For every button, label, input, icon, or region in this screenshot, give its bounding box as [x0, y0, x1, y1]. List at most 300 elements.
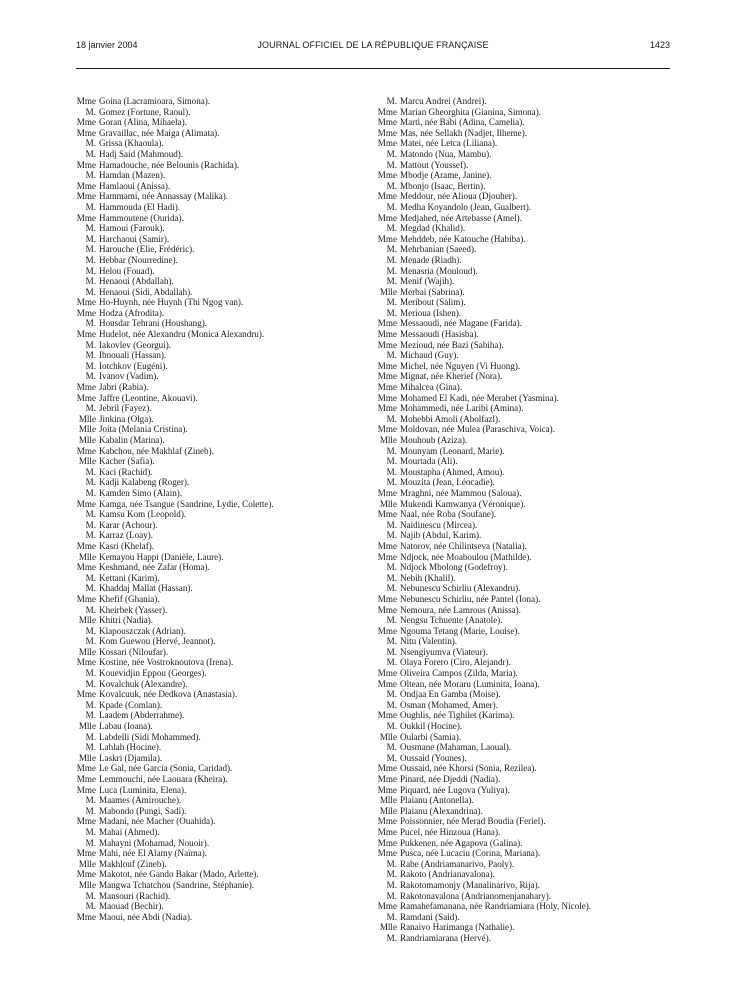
person-name: Medjahed, née Artebasse (Amel).	[400, 212, 522, 223]
civility-title: M.	[386, 456, 397, 467]
name-entry	[375, 605, 675, 616]
person-name: Kabalin (Marina).	[99, 435, 165, 445]
name-entry	[375, 742, 675, 753]
civility-title: Mme	[377, 191, 397, 202]
name-entry	[74, 901, 374, 912]
name-entry	[375, 626, 675, 637]
page-header	[76, 40, 670, 56]
person-name: Mattout (Youssef).	[400, 159, 469, 170]
name-entry	[375, 594, 675, 605]
person-name: Kemayou Happi (Danièle, Laure).	[99, 551, 224, 562]
civility-title: M.	[85, 350, 96, 361]
civility-title: Mme	[377, 212, 397, 223]
name-entry	[74, 869, 374, 880]
name-entry	[375, 499, 675, 510]
civility-title: M.	[386, 636, 397, 647]
civility-title: M.	[386, 148, 397, 159]
name-entry	[74, 149, 374, 160]
civility-title: Mme	[76, 180, 96, 191]
civility-title: M.	[386, 413, 397, 424]
person-name: Nebunescu Schirliu, née Pantel (Iona).	[400, 593, 541, 604]
name-entry	[375, 848, 675, 859]
person-name: Messaoudi, née Magane (Farida).	[400, 318, 522, 329]
person-name: Medha Koyandolo (Jean, Gualbert).	[400, 201, 532, 212]
civility-title: M.	[85, 106, 96, 117]
person-name: Mukendi Kamwanya (Véronique).	[400, 498, 526, 509]
person-name: Menade (Riadh).	[400, 254, 462, 265]
person-name: Natorov, née Chilintseva (Natalia).	[400, 540, 527, 551]
name-entry	[74, 488, 374, 499]
person-name: Joita (Melania Cristina).	[99, 424, 188, 435]
person-name: Ngouma Tetang (Marie, Louise).	[400, 625, 520, 636]
civility-title: M.	[85, 360, 96, 371]
name-entry	[74, 297, 374, 308]
person-name: Jinkina (Olga).	[99, 413, 154, 424]
name-entry	[375, 244, 675, 255]
name-entry	[375, 138, 675, 149]
person-name: Marti, née Babi (Adina, Camelia).	[400, 117, 525, 128]
civility-title: Mme	[377, 339, 397, 350]
civility-title: Mlle	[78, 858, 96, 869]
person-name: Oularbi (Samia).	[400, 731, 462, 742]
civility-title: M.	[85, 265, 96, 276]
name-entry	[375, 318, 675, 329]
civility-title: Mme	[377, 826, 397, 837]
person-name: Pusca, née Lucaciu (Corina, Mariana).	[400, 848, 541, 859]
name-entry	[74, 795, 374, 806]
name-entry	[375, 763, 675, 774]
name-entry	[375, 700, 675, 711]
person-name: Maoui, née Abdi (Nadia).	[99, 911, 193, 922]
person-name: Oltean, née Moraru (Luminita, Ioana).	[400, 678, 540, 689]
person-name: Menif (Wajih).	[400, 276, 455, 287]
person-name: Le Gal, née Garcia (Sonia, Caridad).	[99, 763, 233, 774]
name-entry	[74, 223, 374, 234]
name-entry	[74, 96, 374, 107]
civility-title: M.	[85, 826, 96, 837]
name-entry	[375, 647, 675, 658]
civility-title: M.	[85, 625, 96, 636]
name-entry	[74, 848, 374, 859]
person-name: Mehrbanian (Saeed).	[400, 244, 477, 255]
name-entry	[74, 806, 374, 817]
person-name: Henaoui (Abdallah).	[99, 276, 174, 287]
person-name: Lemmouchi, née Laouara (Kheira).	[99, 774, 228, 784]
person-name: Mezioud, née Bazi (Sabiha).	[400, 339, 504, 350]
civility-title: Mlle	[379, 731, 397, 742]
person-name: Plaianu (Antonella).	[400, 795, 474, 806]
civility-title: Mme	[76, 689, 96, 700]
name-entry	[74, 361, 374, 372]
civility-title: M.	[85, 170, 96, 181]
name-entry	[375, 912, 675, 923]
civility-title: Mlle	[78, 721, 96, 732]
person-name: Pinard, née Djeddi (Nadia).	[400, 774, 501, 784]
name-entry	[74, 668, 374, 679]
name-entry	[74, 827, 374, 838]
name-entry	[375, 530, 675, 541]
person-name: Jaffre (Leontine, Akouavi).	[99, 392, 198, 403]
civility-title: Mlle	[78, 646, 96, 657]
name-entry	[375, 456, 675, 467]
person-name: Keshmand, née Zafar (Homa).	[99, 562, 210, 573]
name-entry	[375, 562, 675, 573]
civility-title: M.	[386, 869, 397, 880]
person-name: Mbonjo (Isaac, Bertin).	[400, 180, 486, 191]
name-entry	[74, 499, 374, 510]
civility-title: M.	[386, 646, 397, 657]
name-entry	[375, 308, 675, 319]
name-entry	[375, 446, 675, 457]
civility-title: M.	[386, 96, 397, 106]
civility-title: M.	[386, 244, 397, 255]
civility-title: Mme	[76, 774, 96, 784]
civility-title: Mme	[377, 625, 397, 636]
person-name: Kheirbek (Yasser).	[99, 604, 168, 615]
person-name: Menasria (Mouloud).	[400, 265, 478, 276]
civility-title: M.	[85, 668, 96, 679]
name-entry	[74, 329, 374, 340]
civility-title: M.	[386, 657, 397, 668]
person-name: Kamden Simo (Alain).	[99, 487, 183, 498]
civility-title: M.	[85, 678, 96, 689]
name-entry	[375, 287, 675, 298]
person-name: Oussaid, née Khorsi (Sonia, Rezilea).	[400, 763, 537, 774]
name-entry	[375, 96, 675, 107]
civility-title: Mlle	[78, 551, 96, 562]
person-name: Goina (Lacramioara, Simona).	[99, 96, 211, 106]
person-name: Kom Guewou (Hervé, Jeannot).	[99, 636, 216, 647]
civility-title: M.	[386, 752, 397, 763]
name-entry	[375, 213, 675, 224]
person-name: Maames (Amirouche).	[99, 795, 182, 806]
name-entry	[74, 234, 374, 245]
civility-title: M.	[85, 509, 96, 520]
person-name: Olaya Forero (Ciro, Alejandr).	[400, 657, 511, 668]
person-name: Marian Gheorghita (Gianina, Simona).	[400, 106, 542, 117]
civility-title: Mlle	[78, 456, 96, 467]
name-entry	[74, 530, 374, 541]
civility-title: M.	[85, 318, 96, 329]
name-entry	[375, 657, 675, 668]
person-name: Hebbar (Nourredine).	[99, 254, 178, 265]
name-entry	[74, 880, 374, 891]
civility-title: Mlle	[379, 795, 397, 806]
person-name: Meddour, née Alioua (Djouher).	[400, 191, 518, 202]
person-name: Harouche (Elie, Frédéric).	[99, 244, 195, 255]
civility-title: Mme	[76, 911, 96, 922]
person-name: Goran (Alina, Mihaela).	[99, 117, 187, 128]
name-entry	[375, 371, 675, 382]
person-name: Mahayni (Mohamad, Nouoir).	[99, 837, 210, 848]
person-name: Rabe (Andriamanarivo, Paoly).	[400, 858, 515, 869]
person-name: Laskri (Djamila).	[99, 752, 163, 763]
person-name: Kaci (Rachid).	[99, 466, 153, 477]
civility-title: M.	[85, 276, 96, 287]
name-entry	[74, 435, 374, 446]
civility-title: M.	[85, 466, 96, 477]
civility-title: Mme	[377, 593, 397, 604]
name-entry	[74, 541, 374, 552]
name-entry	[74, 128, 374, 139]
person-name: Mas, née Sellakh (Nadjet, Ilheme).	[400, 127, 528, 138]
name-entry	[74, 308, 374, 319]
person-name: Ranaivo Harimanga (Nathalie).	[400, 922, 515, 933]
name-entry	[74, 583, 374, 594]
name-entry	[74, 700, 374, 711]
civility-title: Mme	[377, 371, 397, 382]
civility-title: Mlle	[78, 615, 96, 626]
person-name: Matondo (Nua, Mambu).	[400, 148, 492, 159]
person-name: Hamoui (Farouk).	[99, 223, 165, 234]
name-entry	[74, 520, 374, 531]
civility-title: M.	[386, 159, 397, 170]
civility-title: Mme	[76, 127, 96, 138]
name-entry	[375, 202, 675, 213]
person-name: Kostine, née Vostroknoutova (Irena).	[99, 657, 234, 668]
civility-title: M.	[386, 223, 397, 234]
person-name: Nebih (Khalil).	[400, 572, 456, 583]
person-name: Mounyam (Leonard, Marie).	[400, 445, 505, 456]
name-entry	[375, 753, 675, 764]
civility-title: M.	[85, 233, 96, 244]
name-entry	[375, 477, 675, 488]
person-name: Klapouszczak (Adrian).	[99, 625, 186, 636]
name-entry	[74, 160, 374, 171]
name-entry	[74, 107, 374, 118]
civility-title: Mlle	[78, 752, 96, 763]
civility-title: Mme	[377, 710, 397, 721]
name-entry	[74, 710, 374, 721]
person-name: Oukkil (Hocine).	[400, 721, 463, 732]
name-entry	[74, 753, 374, 764]
civility-title: M.	[386, 350, 397, 361]
name-entry	[74, 763, 374, 774]
civility-title: M.	[85, 530, 96, 541]
name-entry	[74, 424, 374, 435]
person-name: Mourtada (Ali).	[400, 456, 458, 467]
person-name: Mbodje (Arame, Janine).	[400, 170, 492, 181]
journal-title: JOURNAL OFFICIEL DE LA RÉPUBLIQUE FRANÇAISE	[257, 40, 489, 50]
name-entry	[375, 266, 675, 277]
name-entry	[74, 266, 374, 277]
name-entry	[375, 668, 675, 679]
name-entry	[375, 393, 675, 404]
person-name: Poissonnier, née Merad Boudia (Feriel).	[400, 816, 546, 827]
civility-title: Mme	[76, 593, 96, 604]
civility-title: Mme	[76, 382, 96, 393]
person-name: Mansouri (Rachid).	[99, 890, 171, 901]
name-entry	[375, 181, 675, 192]
civility-title: Mme	[377, 392, 397, 403]
civility-title: Mme	[377, 668, 397, 679]
person-name: Kasri (Khelaf).	[99, 540, 155, 551]
civility-title: M.	[386, 742, 397, 753]
person-name: Kovalchuk (Alexandre).	[99, 678, 188, 689]
civility-title: Mme	[377, 540, 397, 551]
civility-title: Mlle	[78, 424, 96, 435]
person-name: Mohammedi, née Laribi (Amina).	[400, 403, 524, 414]
person-name: Gravaillac, née Maiga (Alimata).	[99, 127, 220, 138]
person-name: Piquard, née Lugova (Yuliya).	[400, 784, 510, 795]
name-entry	[74, 467, 374, 478]
name-entry	[375, 806, 675, 817]
name-entry	[375, 573, 675, 584]
civility-title: Mme	[76, 96, 96, 106]
civility-title: M.	[386, 477, 397, 488]
person-name: Karraz (Loay).	[99, 530, 154, 541]
person-name: Mabondo (Pungi, Sadi).	[99, 805, 187, 816]
name-entry	[74, 689, 374, 700]
name-entry	[74, 774, 374, 785]
person-name: Labdelli (Sidi Mohammed).	[99, 731, 201, 742]
person-name: Marcu Andrei (Andrei).	[400, 96, 487, 106]
name-entry	[74, 318, 374, 329]
person-name: Hammoutene (Ourida).	[99, 212, 184, 223]
civility-title: M.	[85, 201, 96, 212]
civility-title: M.	[386, 201, 397, 212]
name-entry	[74, 785, 374, 796]
person-name: Mouhoub (Aziza).	[400, 435, 468, 445]
name-entry	[375, 509, 675, 520]
name-entry	[74, 138, 374, 149]
civility-title: Mme	[76, 297, 96, 308]
civility-title: Mme	[76, 784, 96, 795]
civility-title: Mme	[377, 106, 397, 117]
civility-title: Mme	[76, 869, 96, 880]
person-name: Jebril (Fayez).	[99, 403, 152, 414]
name-entry	[74, 191, 374, 202]
name-entry	[74, 816, 374, 827]
civility-title: Mme	[377, 329, 397, 340]
civility-title: Mme	[76, 562, 96, 573]
name-entry	[375, 128, 675, 139]
civility-title: M.	[386, 572, 397, 583]
name-entry	[74, 742, 374, 753]
civility-title: M.	[386, 530, 397, 541]
civility-title: Mme	[377, 360, 397, 371]
civility-title: M.	[85, 223, 96, 234]
person-name: Mangwa Tchatchou (Sandrine, Stéphanie).	[99, 879, 255, 890]
name-entry	[74, 636, 374, 647]
person-name: Oughlis, née Tighilet (Karima).	[400, 710, 515, 721]
civility-title: Mme	[377, 487, 397, 498]
person-name: Kossari (Niloufar).	[99, 646, 169, 657]
civility-title: M.	[85, 710, 96, 721]
person-name: Naal, née Roba (Soufane).	[400, 509, 497, 520]
name-entry	[375, 255, 675, 266]
civility-title: Mme	[76, 763, 96, 774]
person-name: Kamga, née Tsangue (Sandrine, Lydie, Colette).	[99, 498, 274, 509]
name-entry	[375, 880, 675, 891]
name-entry	[74, 202, 374, 213]
civility-title: Mlle	[78, 879, 96, 890]
name-entry	[74, 414, 374, 425]
name-entry	[74, 350, 374, 361]
civility-title: M.	[85, 583, 96, 594]
civility-title: M.	[386, 254, 397, 265]
name-entry	[375, 922, 675, 933]
civility-title: Mme	[377, 837, 397, 848]
name-entry	[375, 689, 675, 700]
civility-title: Mme	[377, 678, 397, 689]
civility-title: M.	[85, 731, 96, 742]
person-name: Naidinescu (Mircea).	[400, 519, 478, 530]
civility-title: Mme	[76, 392, 96, 403]
civility-title: M.	[85, 477, 96, 488]
name-entry	[74, 732, 374, 743]
person-name: Kamsu Kom (Leopold).	[99, 509, 187, 520]
civility-title: M.	[386, 890, 397, 901]
civility-title: Mlle	[78, 413, 96, 424]
name-entry	[375, 160, 675, 171]
person-name: Hadj Said (Mahmoud).	[99, 148, 184, 159]
name-entry	[375, 329, 675, 340]
person-name: Hamdan (Mazen).	[99, 170, 166, 181]
name-entry	[375, 869, 675, 880]
name-entry	[74, 605, 374, 616]
name-entry	[375, 541, 675, 552]
name-entry	[375, 149, 675, 160]
civility-title: Mme	[377, 901, 397, 912]
person-name: Nemoura, née Lamrous (Anissa).	[400, 604, 521, 615]
person-name: Makotot, née Gando Bakar (Mado, Arlette).	[99, 869, 259, 880]
person-name: Makhlouf (Zineb).	[99, 858, 167, 869]
person-name: Ndjock, née Moaboulou (Mathilde).	[400, 551, 532, 562]
person-name: Merbai (Sabrina).	[400, 286, 465, 297]
name-entry	[375, 191, 675, 202]
person-name: Moldovan, née Mulea (Paraschiva, Voica).	[400, 424, 555, 435]
person-name: Harchaoui (Samir).	[99, 233, 170, 244]
name-entry	[74, 626, 374, 637]
name-entry	[74, 721, 374, 732]
name-entry	[74, 891, 374, 902]
civility-title: M.	[386, 562, 397, 573]
page-number: 1423	[649, 40, 670, 50]
name-entry	[74, 371, 374, 382]
name-entry	[74, 552, 374, 563]
person-name: Khefif (Ghania).	[99, 593, 160, 604]
civility-title: Mme	[377, 763, 397, 774]
person-name: Mahi, née El Alamy (Naïma).	[99, 848, 208, 859]
name-entry	[375, 435, 675, 446]
name-entry	[375, 838, 675, 849]
person-name: Ramahefamanana, née Randriamiara (Holy, Nicole).	[400, 901, 592, 912]
name-entry	[74, 562, 374, 573]
person-name: Lahlah (Hocine).	[99, 742, 162, 753]
civility-title: Mme	[76, 657, 96, 668]
name-entry	[375, 859, 675, 870]
name-entry	[74, 679, 374, 690]
civility-title: M.	[85, 901, 96, 912]
civility-title: Mme	[76, 117, 96, 128]
civility-title: M.	[386, 879, 397, 890]
name-entry	[375, 350, 675, 361]
person-name: Mohamed El Kadi, née Merabet (Yasmina).	[400, 392, 559, 403]
name-entry	[74, 393, 374, 404]
person-name: Michel, née Nguyen (Vi Huong).	[400, 360, 521, 371]
person-name: Mihalcea (Gina).	[400, 382, 463, 393]
person-name: Mouzita (Jean, Léocadie).	[400, 477, 495, 488]
person-name: Ramdani (Said).	[400, 911, 460, 922]
person-name: Khaddaj Mallat (Hassan).	[99, 583, 193, 594]
person-name: Ousmane (Mahaman, Laoual).	[400, 742, 512, 753]
name-entry	[74, 594, 374, 605]
civility-title: M.	[386, 689, 397, 700]
person-name: Nengsu Tchuente (Anatole).	[400, 615, 503, 626]
name-entry	[74, 615, 374, 626]
civility-title: M.	[386, 180, 397, 191]
